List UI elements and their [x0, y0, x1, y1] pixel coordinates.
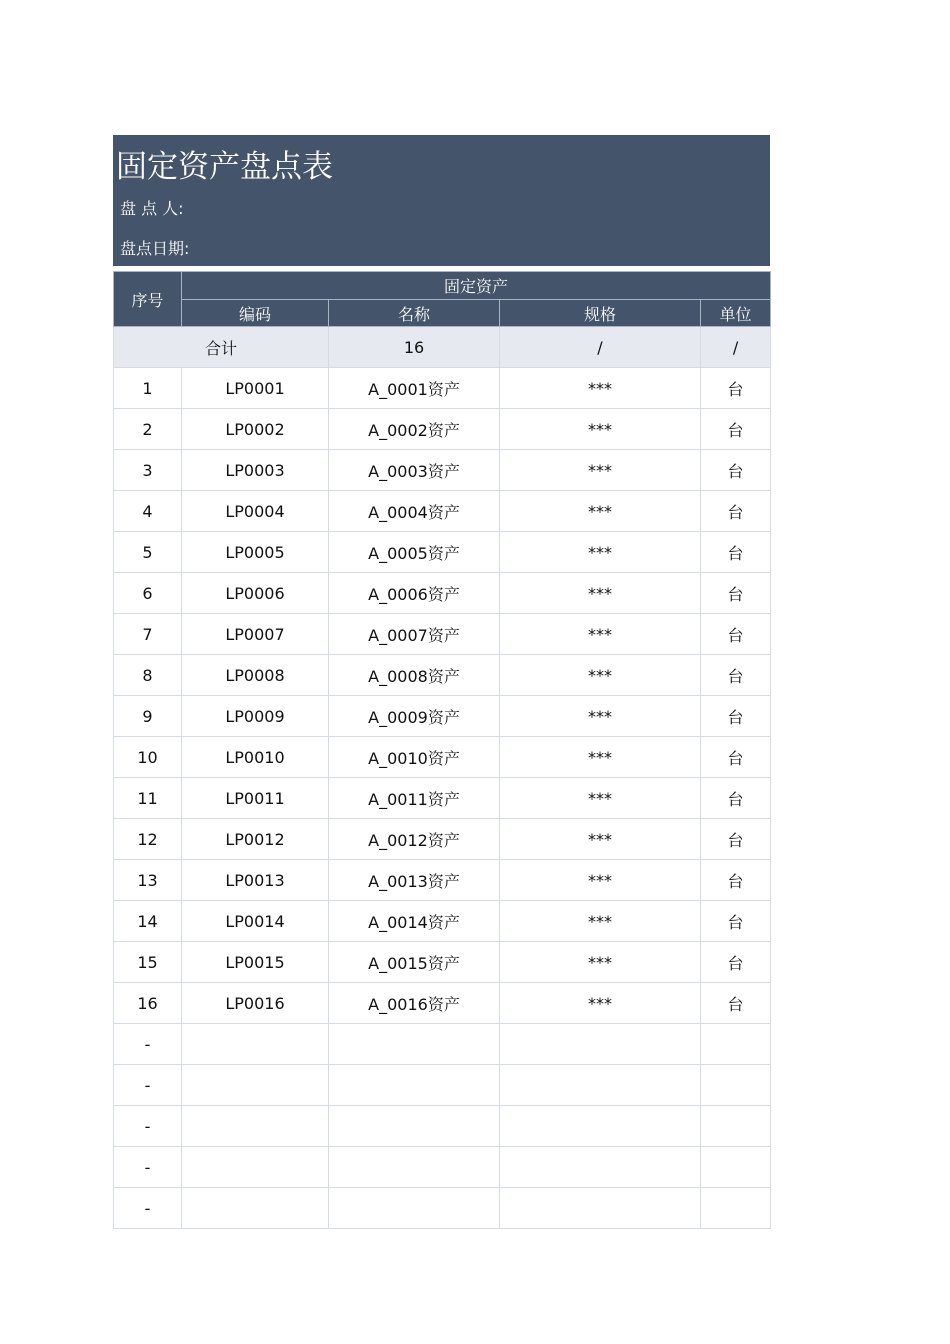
cell-code[interactable]: LP0006	[182, 573, 329, 614]
cell-unit[interactable]: 台	[701, 942, 771, 983]
cell-unit[interactable]	[701, 1106, 771, 1147]
table-row	[114, 1106, 771, 1147]
summary-label[interactable]: 合计	[114, 327, 329, 368]
cell-spec[interactable]: ***	[500, 573, 701, 614]
cell-seq[interactable]: -	[114, 1065, 182, 1106]
cell-unit[interactable]: 台	[701, 409, 771, 450]
cell-spec[interactable]: ***	[500, 368, 701, 409]
cell-unit[interactable]: 台	[701, 983, 771, 1024]
header-group-fixed-assets: 固定资产	[182, 272, 771, 300]
cell-name[interactable]: A_0007资产	[329, 614, 500, 655]
cell-code[interactable]: LP0005	[182, 532, 329, 573]
cell-unit[interactable]: 台	[701, 901, 771, 942]
cell-spec[interactable]: ***	[500, 491, 701, 532]
cell-seq[interactable]: -	[114, 1106, 182, 1147]
cell-name[interactable]: A_0001资产	[329, 368, 500, 409]
cell-name[interactable]: A_0012资产	[329, 819, 500, 860]
cell-name[interactable]: A_0006资产	[329, 573, 500, 614]
cell-seq[interactable]: 5	[114, 532, 182, 573]
cell-code[interactable]: LP0001	[182, 368, 329, 409]
table-row	[114, 860, 771, 901]
cell-unit[interactable]	[701, 1147, 771, 1188]
cell-spec[interactable]: ***	[500, 901, 701, 942]
table-row	[114, 1147, 771, 1188]
cell-seq[interactable]: 14	[114, 901, 182, 942]
cell-spec[interactable]: ***	[500, 819, 701, 860]
table-row	[114, 1065, 771, 1106]
cell-code[interactable]: LP0007	[182, 614, 329, 655]
cell-spec[interactable]	[500, 1188, 701, 1229]
cell-seq[interactable]: 8	[114, 655, 182, 696]
cell-code[interactable]	[182, 1147, 329, 1188]
cell-unit[interactable]	[701, 1188, 771, 1229]
table-row	[114, 614, 771, 655]
cell-code[interactable]: LP0003	[182, 450, 329, 491]
cell-spec[interactable]	[500, 1024, 701, 1065]
page-title: 固定资产盘点表	[116, 149, 333, 185]
cell-spec[interactable]: ***	[500, 737, 701, 778]
cell-code[interactable]	[182, 1024, 329, 1065]
table-row	[114, 1024, 771, 1065]
header-seq: 序号	[114, 272, 182, 327]
date-label: 盘点日期:	[120, 239, 190, 258]
cell-code[interactable]: LP0016	[182, 983, 329, 1024]
cell-seq[interactable]: 1	[114, 368, 182, 409]
cell-code[interactable]: LP0013	[182, 860, 329, 901]
cell-unit[interactable]: 台	[701, 655, 771, 696]
cell-spec[interactable]: ***	[500, 942, 701, 983]
cell-name[interactable]: A_0011资产	[329, 778, 500, 819]
cell-code[interactable]: LP0002	[182, 409, 329, 450]
cell-name[interactable]	[329, 1188, 500, 1229]
cell-unit[interactable]: 台	[701, 491, 771, 532]
cell-unit[interactable]: 台	[701, 819, 771, 860]
cell-seq[interactable]: 7	[114, 614, 182, 655]
table-row	[114, 819, 771, 860]
cell-name[interactable]	[329, 1065, 500, 1106]
cell-seq[interactable]: 12	[114, 819, 182, 860]
counter-label: 盘 点 人:	[120, 199, 184, 218]
cell-spec[interactable]: ***	[500, 450, 701, 491]
cell-unit[interactable]: 台	[701, 696, 771, 737]
cell-name[interactable]: A_0016资产	[329, 983, 500, 1024]
cell-code[interactable]: LP0008	[182, 655, 329, 696]
cell-spec[interactable]: ***	[500, 696, 701, 737]
cell-unit[interactable]	[701, 1024, 771, 1065]
table-row	[114, 573, 771, 614]
cell-spec[interactable]	[500, 1065, 701, 1106]
cell-seq[interactable]: -	[114, 1147, 182, 1188]
cell-name[interactable]: A_0002资产	[329, 409, 500, 450]
cell-name[interactable]: A_0004资产	[329, 491, 500, 532]
cell-spec[interactable]	[500, 1147, 701, 1188]
cell-name[interactable]: A_0010资产	[329, 737, 500, 778]
cell-code[interactable]	[182, 1188, 329, 1229]
cell-name[interactable]: A_0014资产	[329, 901, 500, 942]
summary-count[interactable]: 16	[329, 327, 500, 368]
cell-spec[interactable]: ***	[500, 532, 701, 573]
cell-unit[interactable]: 台	[701, 368, 771, 409]
header-code: 编码	[182, 300, 329, 327]
asset-table	[113, 271, 771, 1229]
cell-code[interactable]: LP0011	[182, 778, 329, 819]
cell-spec[interactable]: ***	[500, 655, 701, 696]
cell-unit[interactable]: 台	[701, 737, 771, 778]
cell-name[interactable]: A_0005资产	[329, 532, 500, 573]
header-unit: 单位	[701, 300, 771, 327]
header-name: 名称	[329, 300, 500, 327]
cell-unit[interactable]: 台	[701, 778, 771, 819]
cell-unit[interactable]	[701, 1065, 771, 1106]
cell-seq[interactable]: 4	[114, 491, 182, 532]
table-row	[114, 491, 771, 532]
cell-code[interactable]: LP0014	[182, 901, 329, 942]
table-row	[114, 368, 771, 409]
cell-spec[interactable]: ***	[500, 778, 701, 819]
cell-spec[interactable]: ***	[500, 614, 701, 655]
cell-unit[interactable]: 台	[701, 450, 771, 491]
cell-spec[interactable]: ***	[500, 983, 701, 1024]
cell-seq[interactable]: 13	[114, 860, 182, 901]
cell-name[interactable]: A_0009资产	[329, 696, 500, 737]
cell-code[interactable]	[182, 1065, 329, 1106]
summary-spec[interactable]: /	[500, 327, 701, 368]
table-row	[114, 1188, 771, 1229]
cell-seq[interactable]: 9	[114, 696, 182, 737]
table-row	[114, 655, 771, 696]
cell-seq[interactable]: 16	[114, 983, 182, 1024]
cell-code[interactable]: LP0004	[182, 491, 329, 532]
cell-spec[interactable]: ***	[500, 860, 701, 901]
sheet-header	[113, 135, 770, 266]
summary-unit[interactable]: /	[701, 327, 771, 368]
cell-name[interactable]	[329, 1147, 500, 1188]
table-row	[114, 983, 771, 1024]
table-row	[114, 737, 771, 778]
cell-spec[interactable]	[500, 1106, 701, 1147]
cell-name[interactable]: A_0008资产	[329, 655, 500, 696]
cell-seq[interactable]: 2	[114, 409, 182, 450]
cell-spec[interactable]: ***	[500, 409, 701, 450]
cell-seq[interactable]: 11	[114, 778, 182, 819]
cell-unit[interactable]: 台	[701, 532, 771, 573]
cell-seq[interactable]: 6	[114, 573, 182, 614]
cell-unit[interactable]: 台	[701, 614, 771, 655]
table-row	[114, 942, 771, 983]
cell-seq[interactable]: 15	[114, 942, 182, 983]
table-row	[114, 532, 771, 573]
cell-seq[interactable]: -	[114, 1024, 182, 1065]
summary-row	[114, 327, 771, 368]
header-spec: 规格	[500, 300, 701, 327]
cell-seq[interactable]: 10	[114, 737, 182, 778]
cell-name[interactable]: A_0015资产	[329, 942, 500, 983]
cell-unit[interactable]: 台	[701, 573, 771, 614]
cell-code[interactable]: LP0015	[182, 942, 329, 983]
cell-name[interactable]: A_0003资产	[329, 450, 500, 491]
cell-name[interactable]: A_0013资产	[329, 860, 500, 901]
table-row	[114, 778, 771, 819]
table-row	[114, 696, 771, 737]
cell-seq[interactable]: 3	[114, 450, 182, 491]
cell-code[interactable]: LP0012	[182, 819, 329, 860]
cell-unit[interactable]: 台	[701, 860, 771, 901]
cell-code[interactable]: LP0009	[182, 696, 329, 737]
cell-seq[interactable]: -	[114, 1188, 182, 1229]
table-row	[114, 409, 771, 450]
table-row	[114, 901, 771, 942]
cell-name[interactable]	[329, 1106, 500, 1147]
table-row	[114, 450, 771, 491]
cell-code[interactable]: LP0010	[182, 737, 329, 778]
cell-code[interactable]	[182, 1106, 329, 1147]
cell-name[interactable]	[329, 1024, 500, 1065]
